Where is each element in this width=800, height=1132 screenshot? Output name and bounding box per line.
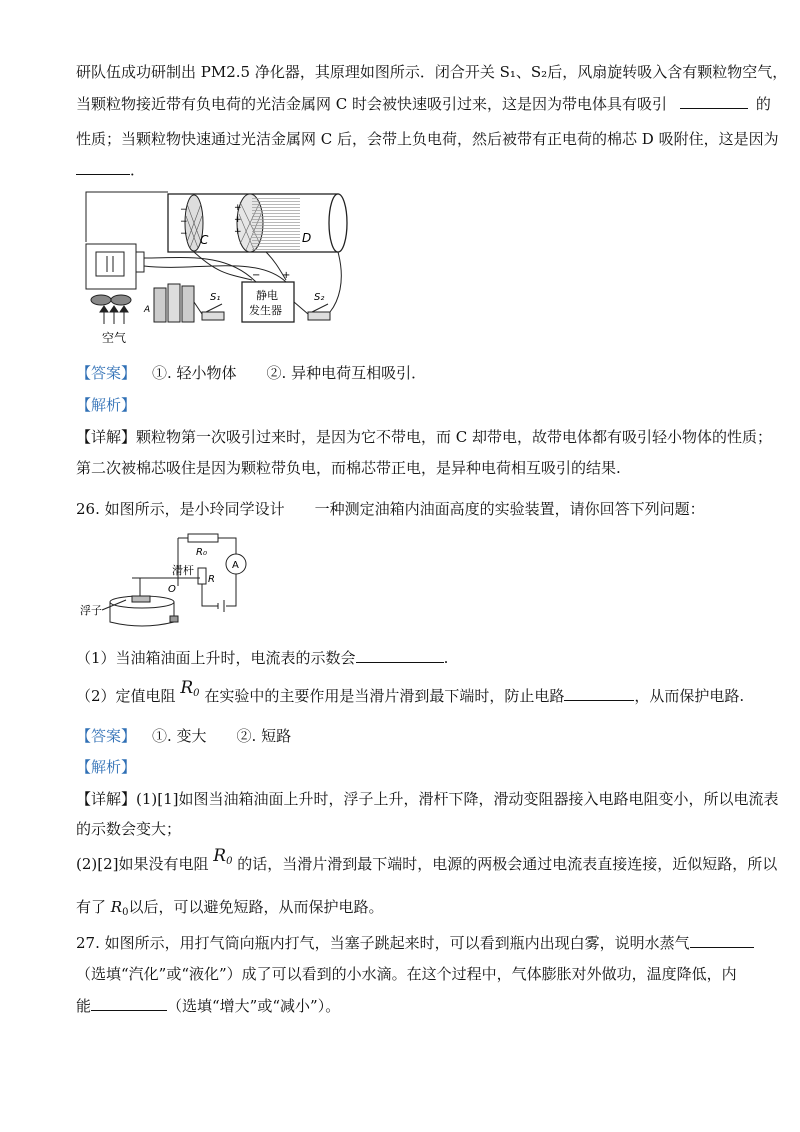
- q26-detail-line1: [76, 789, 779, 809]
- r0-letter-2: R: [213, 846, 227, 866]
- q26-blank-2[interactable]: [564, 686, 634, 701]
- q25-text-line3: 性质；当颗粒物快速通过光洁金属网 C 后，会带上负电荷，然后被带有正电荷的棉芯 D 吸附住，这是因为: [76, 130, 779, 148]
- analysis-tag: 【解析】: [76, 396, 137, 414]
- q25-line2-text: 当颗粒物接近带有负电荷的光洁金属网 C 时会被快速吸引过来，这是因为带电体具有吸引: [76, 95, 668, 113]
- label-a: A: [144, 305, 151, 315]
- q25-analysis-tag: [76, 395, 136, 415]
- generator-label-1: 静电: [256, 289, 278, 302]
- svg-text:+: +: [234, 203, 242, 213]
- r0-symbol-2: [213, 846, 232, 866]
- label-o: O: [168, 584, 176, 595]
- switch-s1: [202, 312, 224, 320]
- analysis-tag: 【解析】: [76, 758, 137, 776]
- q25-blank-1[interactable]: [680, 94, 748, 109]
- svg-text:−: −: [180, 217, 188, 227]
- label-d: D: [302, 231, 312, 245]
- generator-label-2: 发生器: [249, 304, 282, 317]
- resistor-r0: [188, 534, 218, 542]
- float: [132, 596, 150, 602]
- q25-text-line4: [76, 160, 145, 180]
- q26-detail-line3: [76, 846, 778, 880]
- gen-plus: +: [282, 270, 291, 281]
- detail-text: (1)[1]如图当油箱油面上升时，浮子上升，滑杆下降，滑动变阻器接入电路电阻变小，所以电流表: [136, 790, 779, 808]
- q27-text-3b: （选填“增大”或“减小”）。: [167, 997, 341, 1015]
- answer-tag: 【答案】: [76, 364, 137, 382]
- detail-tag: 【详解】: [76, 790, 137, 808]
- q27-line3: [76, 996, 340, 1016]
- detail-tag: 【详解】: [76, 428, 137, 446]
- sub1-text: 当油箱油面上升时，电流表的示数会: [115, 649, 356, 667]
- q25-detail-line2: 第二次被棉芯吸住是因为颗粒带负电，而棉芯带正电，是异种电荷相互吸引的结果.: [76, 459, 621, 477]
- r0-inline-sub: 0: [122, 907, 129, 918]
- label-s1: S₁: [210, 292, 221, 303]
- pm25-purifier-figure: [76, 182, 356, 347]
- q26-stem: 26. 如图所示，是小玲同学设计 一种测定油箱内油面高度的实验装置，请你回答下列问题：: [76, 500, 705, 518]
- battery: [154, 284, 194, 322]
- svg-text:+: +: [234, 215, 242, 225]
- r0-inline-letter: R: [110, 898, 123, 916]
- q26-sub2: [76, 678, 745, 712]
- label-s2: S₂: [314, 292, 325, 303]
- detail3-text-a: (2)[2]如果没有电阻: [76, 855, 209, 873]
- label-c: C: [200, 233, 209, 247]
- label-r: R: [208, 574, 215, 585]
- q26-analysis-tag: [76, 757, 136, 777]
- q25-line4-end: ．: [130, 161, 146, 179]
- r0-letter: R: [180, 678, 194, 698]
- q27-line1: [76, 933, 754, 953]
- sub1-number: （1）: [76, 649, 116, 667]
- answer-tag: 【答案】: [76, 727, 137, 745]
- detail-text: 颗粒物第一次吸引过来时，是因为它不带电，而 C 却带电，故带电体都有吸引轻小物体的性质；: [136, 428, 773, 446]
- cotton-core-d: [252, 196, 300, 250]
- q27-line2: （选填“汽化”或“液化”）成了可以看到的小水滴。在这个过程中，气体膨胀对外做功，温度降低，内: [76, 965, 737, 983]
- fan-unit: [86, 244, 136, 289]
- gen-minus: −: [252, 270, 261, 281]
- detail3-text-b: 的话，当滑片滑到最下端时，电源的两极会通过电流表直接连接，近似短路，所以: [237, 855, 778, 873]
- label-ammeter: A: [232, 560, 239, 571]
- answer-text: ①. 变大 ②. 短路: [152, 727, 292, 745]
- detail4-text-a: 有了: [76, 898, 107, 916]
- q26-blank-1[interactable]: [356, 648, 444, 663]
- label-slider: 滑杆: [172, 564, 194, 577]
- q27-blank-1[interactable]: [690, 933, 754, 948]
- sub2-text-a: 定值电阻: [115, 687, 176, 705]
- sub2-text-c: ，从而保护电路.: [634, 687, 745, 705]
- q26-answer: [76, 726, 291, 746]
- q25-detail-line1: [76, 427, 772, 447]
- switch-s2: [308, 312, 330, 320]
- oil-tank-figure: [76, 530, 256, 630]
- svg-text:−: −: [180, 205, 188, 215]
- q26-detail-line2: 的示数会变大；: [76, 820, 182, 838]
- q25-blank-2[interactable]: [76, 160, 130, 175]
- q25-text-line1: 研队伍成功研制出 PM2.5 净化器，其原理如图所示．闭合开关 S₁、S₂后，风扇旋转吸入含有颗粒物空气，: [76, 63, 788, 81]
- r0-subscript: 0: [193, 688, 200, 699]
- detail4-text-b: 以后，可以避免短路，从而保护电路。: [128, 898, 384, 916]
- q26-sub1: [76, 648, 448, 668]
- answer-text: ①. 轻小物体 ②. 异种电荷互相吸引．: [152, 364, 427, 382]
- label-r0: R₀: [196, 547, 207, 558]
- q27-text-1: 27. 如图所示，用打气筒向瓶内打气，当塞子跳起来时，可以看到瓶内出现白雾，说明水蒸气: [76, 934, 690, 952]
- q26-detail-line4: [76, 897, 383, 923]
- svg-text:−: −: [180, 229, 188, 239]
- sub2-text-b: 在实验中的主要作用是当滑片滑到最下端时，防止电路: [204, 687, 565, 705]
- r0-inline: [111, 898, 129, 916]
- q27-text-3a: 能: [76, 997, 92, 1015]
- r0-subscript-2: 0: [226, 856, 233, 867]
- q25-line2-end: 的: [755, 95, 771, 113]
- q25-text-line2: [76, 94, 771, 114]
- svg-text:+: +: [234, 227, 242, 237]
- sub2-number: （2）: [76, 687, 116, 705]
- q27-blank-2[interactable]: [91, 996, 167, 1011]
- label-float: 浮子: [80, 604, 102, 617]
- q25-answer: [76, 363, 426, 383]
- sub1-end: .: [443, 649, 449, 667]
- r0-symbol: [180, 678, 199, 698]
- air-label: 空气: [102, 331, 127, 345]
- rheostat-r: [198, 568, 206, 584]
